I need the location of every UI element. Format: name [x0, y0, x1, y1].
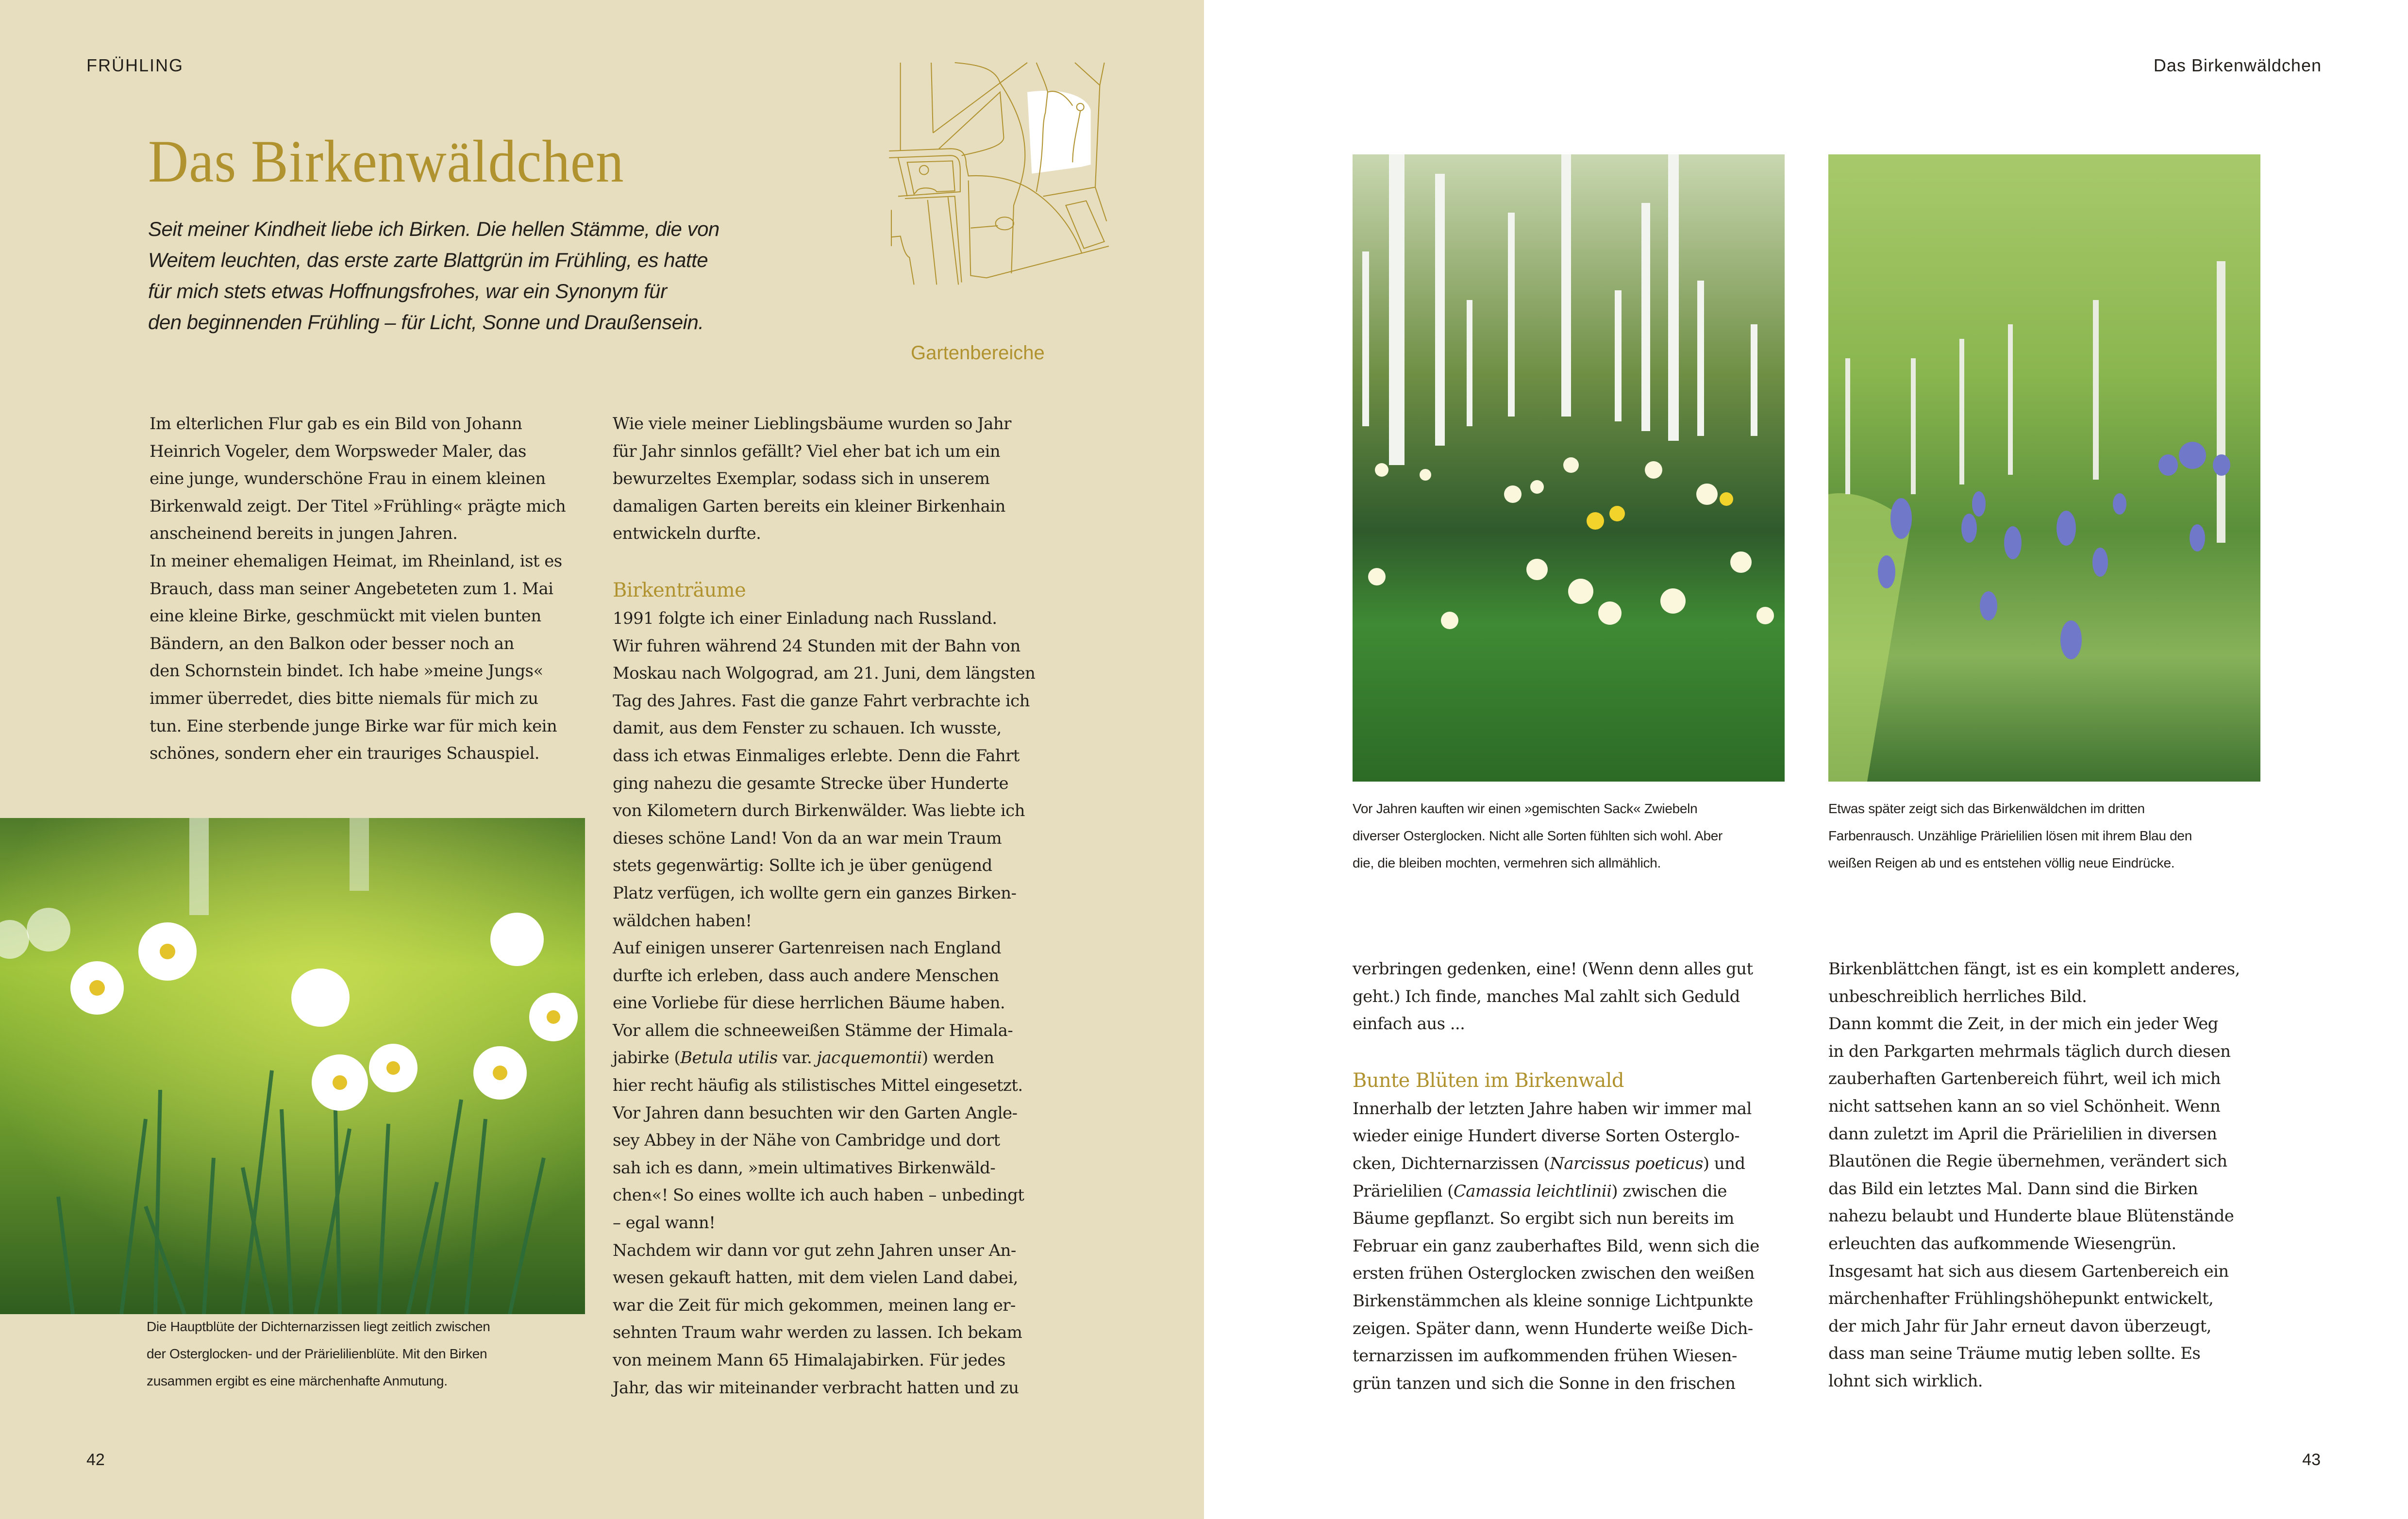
text-line: märchenhafter Frühlingshöhepunkt entwickelt,: [1828, 1289, 2214, 1309]
text-fragment: ) zwischen die: [1611, 1181, 1727, 1201]
text-line: Birkenstämmchen als kleine sonnige Lichtpunkte: [1353, 1291, 1753, 1311]
text-line: war die Zeit für mich gekommen, meinen lang er-: [613, 1295, 1016, 1315]
text-line: Jahr, das wir miteinander verbracht hatten und zu: [613, 1378, 1019, 1398]
caption-line: Farbenrausch. Unzählige Prärielilien lösen mit ihrem Blau den: [1828, 828, 2192, 843]
text-fragment: var.: [777, 1048, 817, 1068]
text-line: von meinem Mann 65 Himalajabirken. Für jedes: [613, 1351, 1005, 1370]
text-line: wieder einige Hundert diverse Sorten Osterglo-: [1353, 1126, 1740, 1146]
text-line: einfach aus ...: [1353, 1014, 1465, 1034]
text-line: nicht sattsehen kann an so viel Schönheit. Wenn: [1828, 1096, 2221, 1116]
text-line: sey Abbey in der Nähe von Cambridge und dort: [613, 1131, 1000, 1151]
section-subheading: Birkenträume: [613, 579, 746, 601]
text-line: Bäume gepflanzt. So ergibt sich nun bereits im: [1353, 1209, 1734, 1229]
text-line: das Bild ein letztes Mal. Dann sind die Birken: [1828, 1179, 2198, 1199]
paragraph-gap: [613, 548, 1050, 561]
text-line: lohnt sich wirklich.: [1828, 1371, 1983, 1391]
text-line: sah ich es dann, »mein ultimatives Birkenwäld-: [613, 1158, 996, 1178]
text-line: durfte ich erleben, dass auch andere Menschen: [613, 966, 999, 985]
text-line: – egal wann!: [613, 1213, 716, 1233]
text-line: Moskau nach Wolgograd, am 21. Juni, dem längsten: [613, 664, 1036, 684]
caption-line: zusammen ergibt es eine märchenhafte Anmutung.: [147, 1373, 448, 1388]
text-fragment: jabirke (: [613, 1048, 681, 1068]
text-line: Innerhalb der letzten Jahre haben wir immer mal: [1353, 1099, 1752, 1118]
text-line: geht.) Ich finde, manches Mal zahlt sich Geduld: [1353, 986, 1740, 1006]
intro-text: [148, 214, 779, 338]
text-line: Brauch, dass man seiner Angebeteten zum 1. Mai: [150, 579, 553, 599]
text-line: erleuchten das aufkommende Wiesengrün.: [1828, 1234, 2176, 1253]
text-line: Wir fuhren während 24 Stunden mit der Bahn von: [613, 636, 1020, 656]
running-head-left: FRÜHLING: [86, 55, 184, 75]
text-line: Februar ein ganz zauberhaftes Bild, wenn sich die: [1353, 1236, 1759, 1256]
latin-plant-name: Betula utilis: [680, 1048, 778, 1068]
latin-plant-name: jacquemontii: [817, 1048, 922, 1068]
birch-camassia-image: [1828, 154, 2260, 782]
text-fragment: Prärielilien (: [1353, 1181, 1454, 1201]
text-line: Nachdem wir dann vor gut zehn Jahren unser An-: [613, 1240, 1016, 1260]
text-line: hier recht häufig als stilistisches Mittel eingesetzt.: [613, 1076, 1023, 1096]
caption-line: Vor Jahren kauften wir einen »gemischten Sack« Zwiebeln: [1353, 801, 1698, 816]
text-line: bewurzeltes Exemplar, sodass sich in unserem: [613, 469, 990, 489]
text-line: Bändern, an den Balkon oder besser noch an: [150, 634, 514, 653]
section-subheading: Bunte Blüten im Birkenwald: [1353, 1069, 1624, 1092]
text-line: Platz verfügen, ich wollte gern ein ganzes Birken-: [613, 883, 1017, 903]
text-line: wäldchen haben!: [613, 911, 752, 931]
text-line: nahezu belaubt und Hunderte blaue Blütenstände: [1828, 1206, 2234, 1226]
page-number-right: 43: [2302, 1451, 2321, 1469]
text-line: dann zuletzt im April die Prärielilien in diversen: [1828, 1124, 2217, 1144]
text-line: ternarzissen im aufkommenden frühen Wiesen-: [1353, 1346, 1737, 1366]
text-line: wesen gekauft hatten, mit dem vielen Land dabei,: [613, 1268, 1018, 1288]
text-line: ging nahezu die gesamte Strecke über Hunderte: [613, 773, 1009, 793]
text-line: Wie viele meiner Lieblingsbäume wurden so Jahr: [613, 414, 1011, 434]
text-line: verbringen gedenken, eine! (Wenn denn alles gut: [1353, 959, 1753, 979]
photo-birches-daffodils: [1353, 154, 1785, 782]
text-line: In meiner ehemaligen Heimat, im Rheinland, ist es: [150, 551, 562, 571]
text-line: Heinrich Vogeler, dem Worpsweder Maler, das: [150, 441, 526, 461]
column-4: [1828, 955, 2265, 1395]
text-line: Blautönen die Regie übernehmen, verändert sich: [1828, 1152, 2227, 1171]
text-line: Insgesamt hat sich aus diesem Gartenbereich ein: [1828, 1261, 2229, 1281]
text-line: zauberhaften Gartenbereich führt, weil ich mich: [1828, 1069, 2221, 1089]
caption-line: die, die bleiben mochten, vermehren sich allmählich.: [1353, 855, 1661, 870]
text-line: Vor Jahren dann besuchten wir den Garten Angle-: [613, 1103, 1018, 1123]
text-line: von Kilometern durch Birkenwälder. Was liebte ich: [613, 801, 1025, 821]
text-line: tun. Eine sterbende junge Birke war für mich kein: [150, 716, 557, 736]
text-line: ersten frühen Osterglocken zwischen den weißen: [1353, 1264, 1755, 1284]
paragraph-gap: [1353, 1038, 1789, 1052]
column-3: [1353, 955, 1789, 1397]
caption-line: diverser Osterglocken. Nicht alle Sorten fühlten sich wohl. Aber: [1353, 828, 1723, 843]
text-line: Auf einigen unserer Gartenreisen nach England: [613, 938, 1002, 958]
photo-caption-narcissus: [147, 1313, 490, 1395]
text-line: in den Parkgarten mehrmals täglich durch diesen: [1828, 1041, 2231, 1061]
text-line: grün tanzen und sich die Sonne in den frischen: [1353, 1373, 1736, 1393]
running-head-right: Das Birkenwäldchen: [2153, 55, 2322, 75]
map-label: Gartenbereiche: [911, 342, 1045, 364]
latin-plant-name: Camassia leichtlinii: [1453, 1181, 1612, 1201]
text-line: damit, aus dem Fenster zu schauen. Ich wusste,: [613, 718, 1002, 738]
text-line: dass man seine Träume mutig leben sollte. Es: [1828, 1344, 2201, 1364]
latin-plant-name: Narcissus poeticus: [1550, 1153, 1703, 1173]
text-fragment: cken, Dichternarzissen (: [1353, 1153, 1550, 1173]
text-line: schönes, sondern eher ein trauriges Schauspiel.: [150, 744, 539, 764]
birch-daffodil-image: [1353, 154, 1785, 782]
text-line: sehnten Traum wahr werden zu lassen. Ich bekam: [613, 1323, 1022, 1343]
text-line: stets gegenwärtig: Sollte ich je über genügend: [613, 856, 992, 876]
text-line: zeigen. Später dann, wenn Hunderte weiße Dich-: [1353, 1319, 1753, 1338]
text-line: für Jahr sinnlos gefällt? Viel eher bat ich um ein: [613, 441, 1001, 461]
text-line: Birkenwald zeigt. Der Titel »Frühling« prägte mich: [150, 496, 566, 516]
text-line: damaligen Garten bereits ein kleiner Birkenhain: [613, 496, 1005, 516]
text-line-with-latin-name: [1353, 1150, 1789, 1178]
text-line: unbeschreiblich herrliches Bild.: [1828, 986, 2087, 1006]
text-line: chen«! So eines wollte ich auch haben – unbedingt: [613, 1185, 1024, 1205]
text-line: eine kleine Birke, geschmückt mit vielen bunten: [150, 606, 541, 626]
text-fragment: ) werden: [921, 1048, 994, 1068]
column-1: [150, 410, 586, 768]
photo-poets-narcissus: [0, 818, 585, 1314]
caption-line: weißen Reigen ab und es entstehen völlig neue Eindrücke.: [1828, 855, 2175, 870]
photo-caption-camassia: [1828, 795, 2192, 877]
text-line: dieses schöne Land! Von da an war mein Traum: [613, 828, 1002, 848]
text-line: eine junge, wunderschöne Frau in einem kleinen: [150, 469, 546, 489]
text-line: Tag des Jahres. Fast die ganze Fahrt verbrachte ich: [613, 691, 1030, 711]
text-line: entwickeln durfte.: [613, 524, 761, 544]
text-line-with-latin-name: [1353, 1178, 1789, 1205]
text-line: Im elterlichen Flur gab es ein Bild von Johann: [150, 414, 522, 434]
right-page: [1204, 0, 2408, 1519]
text-line: Vor allem die schneeweißen Stämme der Himala-: [613, 1020, 1013, 1040]
page-number-left: 42: [86, 1451, 105, 1469]
text-fragment: ) und: [1703, 1153, 1745, 1173]
photo-caption-daffodils: [1353, 795, 1722, 877]
caption-line: Die Hauptblüte der Dichternarzissen liegt zeitlich zwischen: [147, 1319, 490, 1334]
text-line: Dann kommt die Zeit, in der mich ein jeder Weg: [1828, 1014, 2218, 1034]
text-line: eine Vorliebe für diese herrlichen Bäume haben.: [613, 993, 1005, 1013]
text-line: den Schornstein bindet. Ich habe »meine Jungs«: [150, 661, 543, 681]
text-line: 1991 folgte ich einer Einladung nach Russland.: [613, 608, 997, 628]
column-2: [613, 410, 1050, 1402]
text-line-with-latin-name: [613, 1044, 1050, 1072]
intro-line: den beginnenden Frühling – für Licht, Sonne und Draußensein.: [148, 311, 704, 334]
page-title: Das Birkenwäldchen: [148, 128, 624, 195]
text-line: dass ich etwas Einmaliges erlebte. Denn die Fahrt: [613, 746, 1020, 766]
garden-map-icon: [879, 56, 1121, 328]
text-line: der mich Jahr für Jahr erneut davon überzeugt,: [1828, 1316, 2211, 1336]
text-line: Birkenblättchen fängt, ist es ein komplett anderes,: [1828, 959, 2240, 979]
intro-line: für mich stets etwas Hoffnungsfrohes, war ein Synonym für: [148, 280, 667, 302]
text-line: immer überredet, dies bitte niemals für mich zu: [150, 688, 538, 708]
text-line: anscheinend bereits in jungen Jahren.: [150, 524, 458, 544]
photo-birches-camassia: [1828, 154, 2260, 782]
intro-line: Weitem leuchten, das erste zarte Blattgrün im Frühling, es hatte: [148, 249, 708, 271]
caption-line: Etwas später zeigt sich das Birkenwäldchen im dritten: [1828, 801, 2145, 816]
narcissus-image: [0, 818, 585, 1314]
caption-line: der Osterglocken- und der Prärielilienblüte. Mit den Birken: [147, 1346, 487, 1361]
intro-line: Seit meiner Kindheit liebe ich Birken. Die hellen Stämme, die von: [148, 217, 719, 240]
